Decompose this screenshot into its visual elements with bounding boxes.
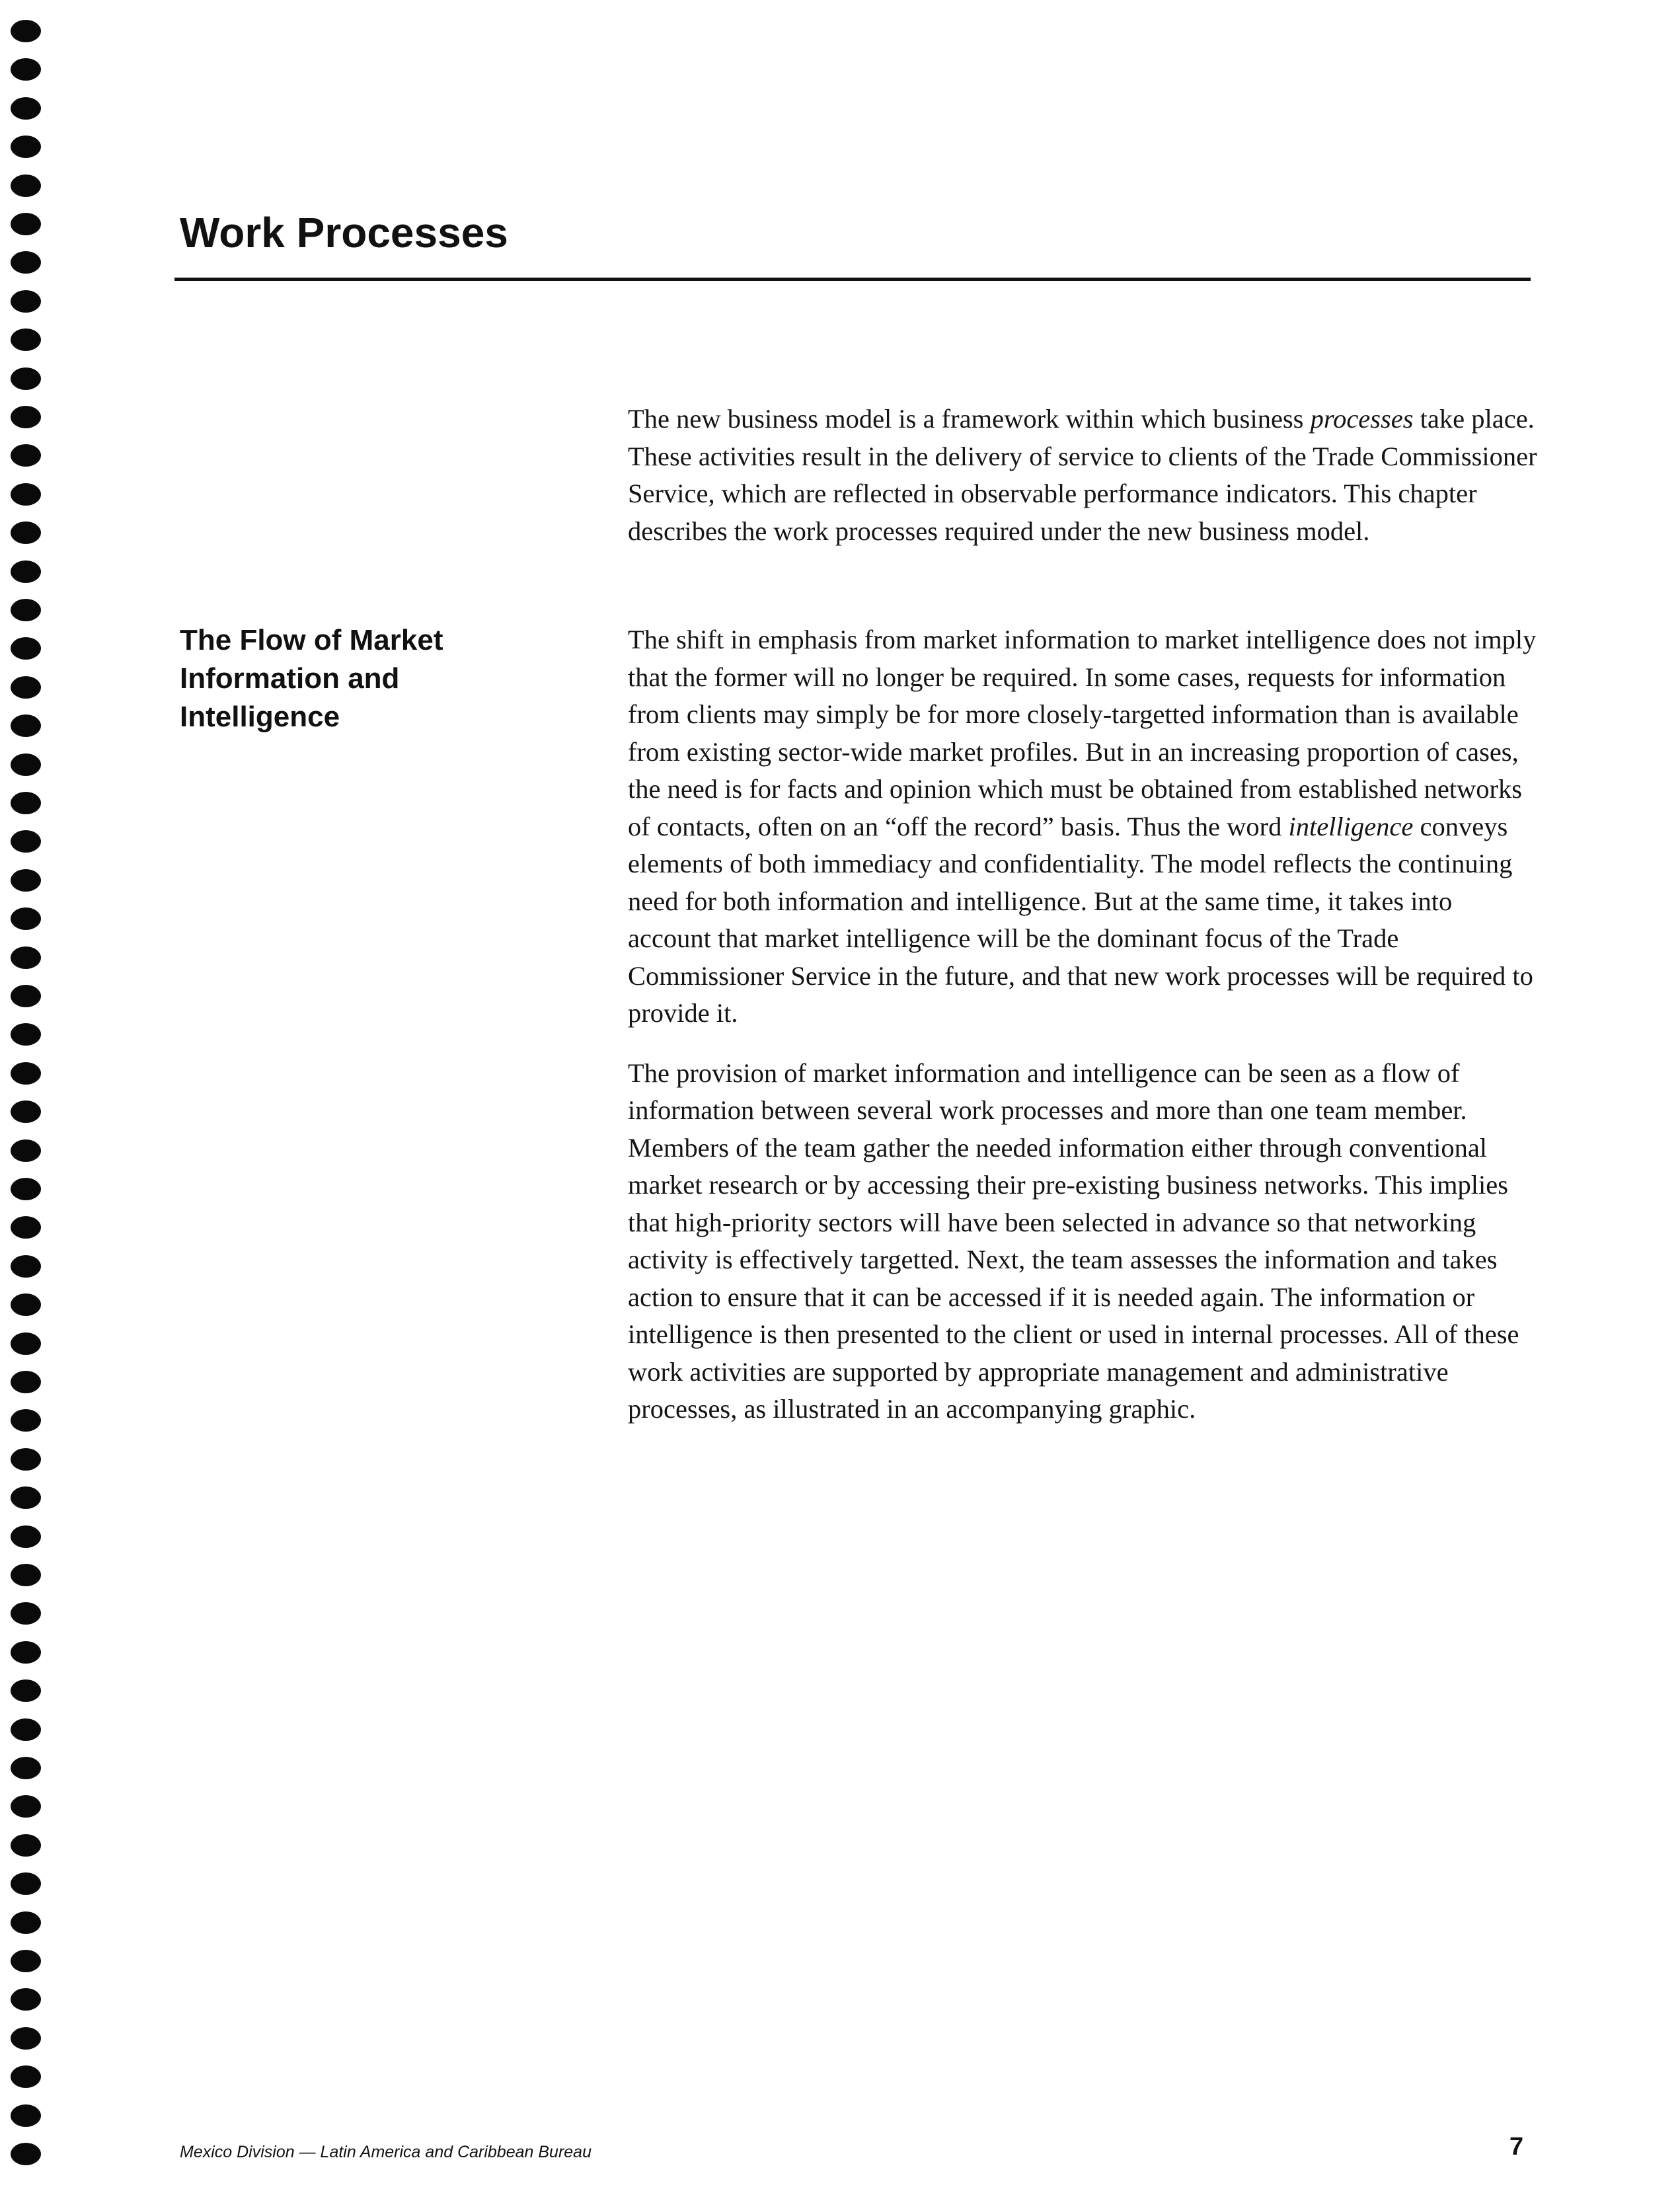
binding-hole [11, 1448, 41, 1471]
binding-hole [11, 1911, 41, 1934]
binding-hole [11, 2027, 41, 2050]
section-paragraph-2: The provision of market information and intelligence can be seen as a flow of information between several work processes and more than one team member. Members of the team gather the needed information either through conventional market research or by accessing their pre-existing business networks. This implies that high-priority sectors will have been selected in advance so that networking activity is effectively targetted. Next, the team assesses the information and takes action to ensure that it can be accessed if it is needed again. The information or intelligence is then presented to the client or used in internal processes. All of these work activities are supported by appropriate management and administrative processes, as illustrated in an accompanying graphic. [628, 1058, 1519, 1424]
binding-hole [11, 1255, 41, 1278]
binding-hole [11, 792, 41, 814]
binding-hole [11, 830, 41, 853]
binding-hole [11, 97, 41, 120]
binding-hole [11, 1486, 41, 1509]
section-body [628, 621, 1540, 1451]
binding-hole [11, 560, 41, 583]
binding-hole [11, 1718, 41, 1741]
binding-hole [11, 1062, 41, 1085]
binding-hole [11, 1679, 41, 1702]
binding-hole [11, 1216, 41, 1239]
binding-hole [11, 1139, 41, 1162]
binding-hole [11, 328, 41, 351]
title-rule [174, 278, 1531, 281]
binding-hole [11, 1100, 41, 1123]
binding-hole [11, 2104, 41, 2127]
binding-hole [11, 367, 41, 390]
intro-text-end: take place. These activities result in the delivery of service to clients of the Trade Commissioner Service, which are reflected in observable performance indicators. This chapter describes the work processes required under the new business model. [628, 404, 1537, 546]
binding-hole [11, 1409, 41, 1432]
binding-hole [11, 251, 41, 274]
binding-hole [11, 1602, 41, 1625]
binding-hole [11, 946, 41, 969]
binding-hole [11, 1023, 41, 1046]
binding-hole [11, 1988, 41, 2011]
footer-text: Mexico Division — Latin America and Caribbean Bureau [180, 2143, 592, 2161]
binding-hole [11, 676, 41, 699]
binding-hole [11, 20, 41, 42]
binding-hole [11, 753, 41, 776]
binding-hole [11, 985, 41, 1007]
intro-paragraph [628, 401, 1540, 550]
binding-hole [11, 444, 41, 467]
binding-hole [11, 1293, 41, 1316]
page-number: 7 [1509, 2133, 1524, 2161]
binding-hole [11, 1950, 41, 1972]
binding-hole [11, 290, 41, 313]
binding-hole [11, 58, 41, 81]
binding-hole [11, 521, 41, 544]
section-paragraph-1 [628, 621, 1540, 1032]
binding-hole [11, 135, 41, 158]
binding-hole [11, 1525, 41, 1548]
binding-hole [11, 1834, 41, 1857]
binding-hole [11, 1872, 41, 1895]
binding-hole [11, 714, 41, 737]
para1-text-start: The shift in emphasis from market information to market intelligence does not imply that the former will no longer be required. In some cases, requests for information from clients may simply be for more closely-targetted information than is available from existing sector-wide market profiles. But in an increasing proportion of cases, the need is for facts and opinion which must be obtained from established networks of contacts, often on an “off the record” basis. Thus the word [628, 625, 1537, 841]
binding-hole [11, 1371, 41, 1393]
intro-italic-term: processes [1310, 404, 1414, 434]
binding-hole [11, 1332, 41, 1355]
binding-hole [11, 907, 41, 930]
section-heading: The Flow of Market Information and Intelligence [180, 624, 443, 733]
binding-hole [11, 1757, 41, 1779]
page-title: Work Processes [180, 209, 508, 256]
binding-hole [11, 599, 41, 621]
para1-italic-term: intelligence [1288, 811, 1414, 841]
binding-hole [11, 1564, 41, 1586]
binding-hole [11, 637, 41, 660]
intro-text-start: The new business model is a framework within which business [628, 404, 1311, 434]
binding-hole [11, 1178, 41, 1200]
binding-hole [11, 213, 41, 235]
binding-hole [11, 174, 41, 197]
binding-hole [11, 2143, 41, 2165]
binding-hole [11, 1795, 41, 1818]
binding-hole [11, 483, 41, 506]
binding-hole [11, 869, 41, 892]
binding-hole [11, 406, 41, 428]
binding-holes [11, 20, 42, 2188]
binding-hole [11, 2065, 41, 2088]
binding-hole [11, 1641, 41, 1664]
para1-text-end: conveys elements of both immediacy and confidentiality. The model reflects the continuing need for both information and intelligence. But at the same time, it takes into account that market intelligence will be the dominant focus of the Trade Commissioner Service in the future, and that new work processes will be required to provide it. [628, 811, 1533, 1028]
